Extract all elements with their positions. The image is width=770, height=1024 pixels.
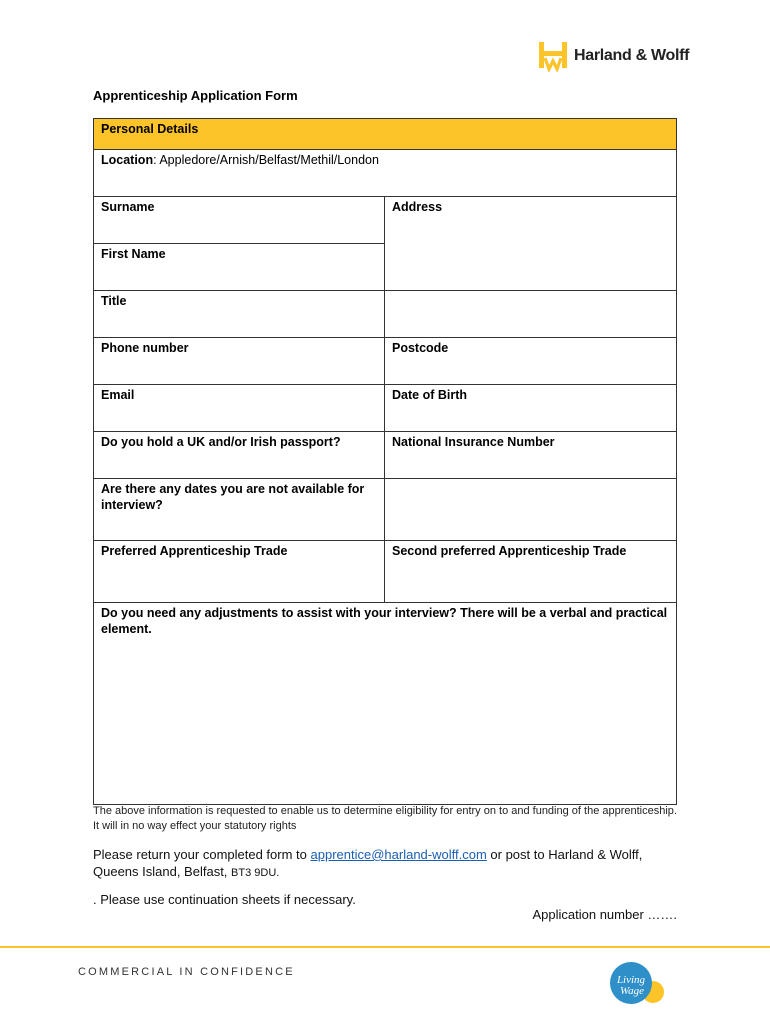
- hw-logo-mark-icon: [537, 40, 569, 72]
- preferred-trade-field[interactable]: [94, 541, 385, 603]
- form-title: Apprenticeship Application Form: [93, 88, 298, 103]
- passport-label: Do you hold a UK and/or Irish passport?: [101, 435, 341, 449]
- dates-unavailable-label: Are there any dates you are not available for interview?: [101, 482, 365, 512]
- return-instructions: [93, 846, 683, 882]
- address-continuation-field[interactable]: [385, 291, 677, 338]
- dates-unavailable-field[interactable]: [94, 479, 385, 541]
- continuation-note: . Please use continuation sheets if necessary.: [93, 892, 356, 907]
- footer-divider: [0, 946, 770, 948]
- application-number: Application number …….: [532, 907, 677, 922]
- ni-number-label: National Insurance Number: [392, 435, 555, 449]
- badge-wage: Wage: [619, 985, 645, 997]
- location-field[interactable]: [94, 150, 677, 197]
- address-label: Address: [392, 200, 443, 214]
- email-field[interactable]: [94, 385, 385, 432]
- confidential-label: COMMERCIAL IN CONFIDENCE: [78, 966, 295, 978]
- title-label: Title: [101, 294, 127, 308]
- return-prefix: Please return your completed form to: [93, 847, 311, 862]
- apprentice-email-link[interactable]: apprentice@harland-wolff.com: [310, 847, 487, 862]
- section-title: Personal Details: [101, 122, 199, 136]
- disclaimer-text: The above information is requested to enable us to determine eligibility for entry on to and funding of the apprenticeship. It will in no way effect your statutory rights: [93, 805, 677, 832]
- first-name-label: First Name: [101, 247, 166, 261]
- adjustments-field[interactable]: [94, 603, 677, 805]
- dob-label: Date of Birth: [392, 388, 467, 402]
- preferred-trade-label: Preferred Apprenticeship Trade: [101, 544, 288, 558]
- first-name-field[interactable]: [94, 244, 385, 291]
- section-header: [94, 119, 677, 150]
- application-form-table: [93, 118, 677, 805]
- postcode-label: Postcode: [392, 341, 449, 355]
- location-options: : Appledore/Arnish/Belfast/Methil/London: [153, 153, 379, 167]
- second-trade-field[interactable]: [385, 541, 677, 603]
- phone-label: Phone number: [101, 341, 189, 355]
- surname-label: Surname: [101, 200, 155, 214]
- second-trade-label: Second preferred Apprenticeship Trade: [392, 544, 627, 558]
- dates-unavailable-answer[interactable]: [385, 479, 677, 541]
- return-postcode: BT3 9DU.: [231, 867, 280, 879]
- dob-field[interactable]: [385, 385, 677, 432]
- return-suffix: or post to Harland & Wolff, Queens Island, Belfast,: [93, 847, 643, 879]
- adjustments-label: Do you need any adjustments to assist with your interview? There will be a verbal and practical element.: [101, 606, 668, 636]
- email-label: Email: [101, 388, 135, 402]
- phone-field[interactable]: [94, 338, 385, 385]
- passport-field[interactable]: [94, 432, 385, 479]
- badge-living: Living: [616, 974, 646, 986]
- title-field[interactable]: [94, 291, 385, 338]
- living-wage-badge-icon: [607, 961, 667, 1007]
- address-field[interactable]: [385, 197, 677, 291]
- surname-field[interactable]: [94, 197, 385, 244]
- location-label: Location: [101, 153, 154, 167]
- harland-wolff-logo: [537, 40, 689, 72]
- ni-number-field[interactable]: [385, 432, 677, 479]
- logo-text: Harland & Wolff: [574, 47, 690, 64]
- postcode-field[interactable]: [385, 338, 677, 385]
